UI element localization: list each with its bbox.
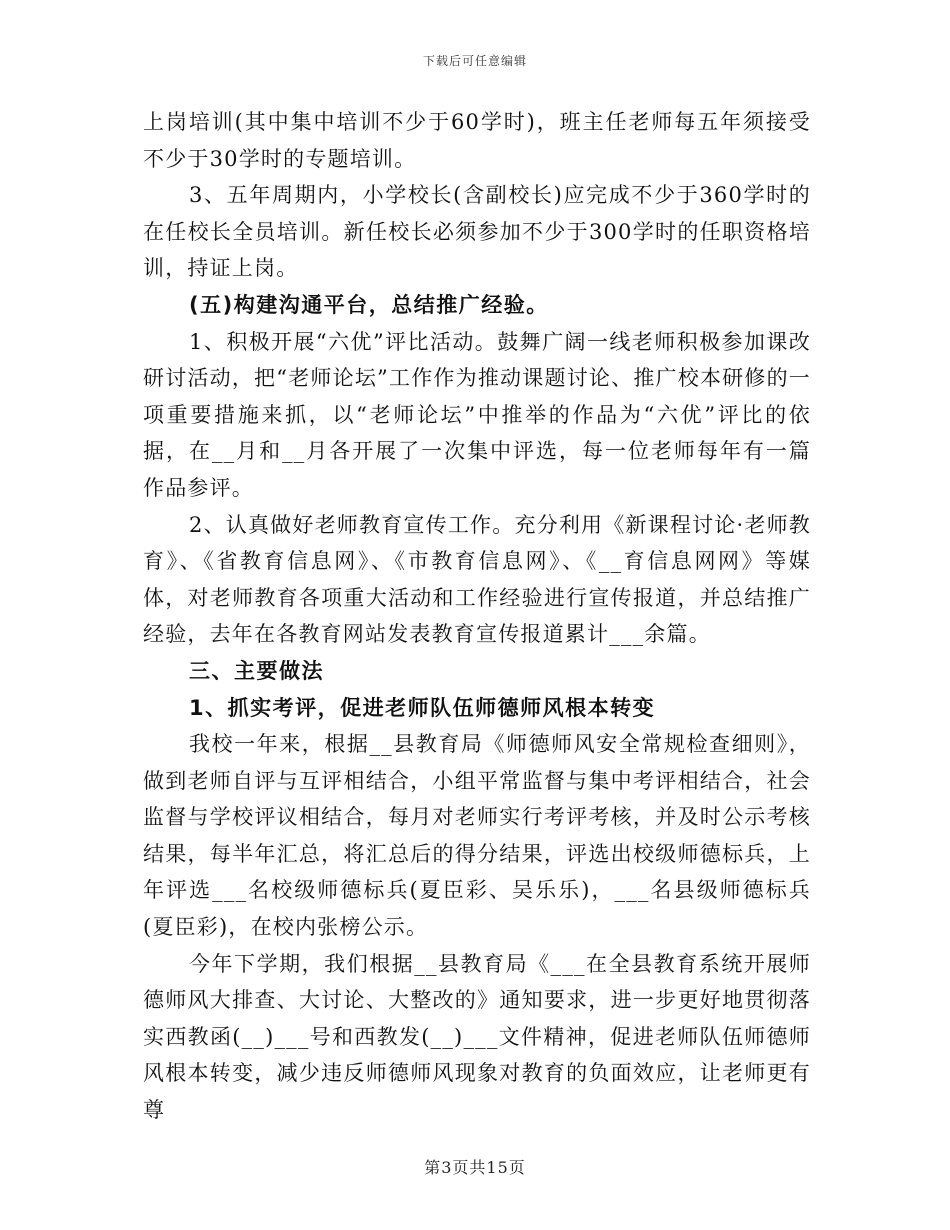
paragraph-evaluation: 我校一年来，根据__县教育局《师德师风安全常规检查细则》，做到老师自评与互评相结合，小组平常监督与集中考评相结合，社会监督与学校评议相结合，每月对老师实行考评考核，并及时公示考核结果，每半年汇总，将汇总后的得分结果，评选出校级师德标兵，上年评选___名校级师德标兵(夏臣彩、吴乐乐)，___名县级师德标兵(夏臣彩)，在校内张榜公示。 <box>143 732 811 940</box>
section-heading-three: 三、主要做法 <box>189 658 324 683</box>
document-body <box>143 104 811 1129</box>
paragraph-publicity: 2、认真做好老师教育宣传工作。充分利用《新课程讨论·老师教育》、《省教育信息网》、《市教育信息网》、《__育信息网网》等媒体，对老师教育各项重大活动和工作经验进行宣传报道，并总结推广经验，去年在各教育网站发表教育宣传报道累计___余篇。 <box>143 512 811 647</box>
subsection-heading-one: 1、抓实考评，促进老师队伍师德师风根本转变 <box>189 695 656 720</box>
section-heading-five: (五)构建沟通平台，总结推广经验。 <box>189 292 549 317</box>
paragraph-six-excellence: 1、积极开展“六优”评比活动。鼓舞广阔一线老师积极参加课改研讨活动，把“老师论坛”工作作为推动课题讨论、推广校本研修的一项重要措施来抓，以“老师论坛”中推举的作品为“六优”评比的依据，在__月和__月各开展了一次集中评选，每一位老师每年有一篇作品参评。 <box>143 329 811 500</box>
paragraph-continued: 上岗培训(其中集中培训不少于60学时)，班主任老师每五年须接受不少于30学时的专题培训。 <box>143 110 811 171</box>
page-footer: 第3页共15页 <box>424 1158 526 1177</box>
paragraph-this-semester: 今年下学期，我们根据__县教育局《___在全县教育系统开展师德师风大排查、大讨论、大整改的》通知要求，进一步更好地贯彻落实西教函(__)___号和西教发(__)___文件精神，促进老师队伍师德师风根本转变，减少违反师德师风现象对教育的负面效应，让老师更有尊 <box>143 951 811 1123</box>
page-header: 下载后可任意编辑 <box>422 54 527 68</box>
paragraph-principal-training: 3、五年周期内，小学校长(含副校长)应完成不少于360学时的在任校长全员培训。新任校长必须参加不少于300学时的任职资格培训，持证上岗。 <box>143 183 811 281</box>
